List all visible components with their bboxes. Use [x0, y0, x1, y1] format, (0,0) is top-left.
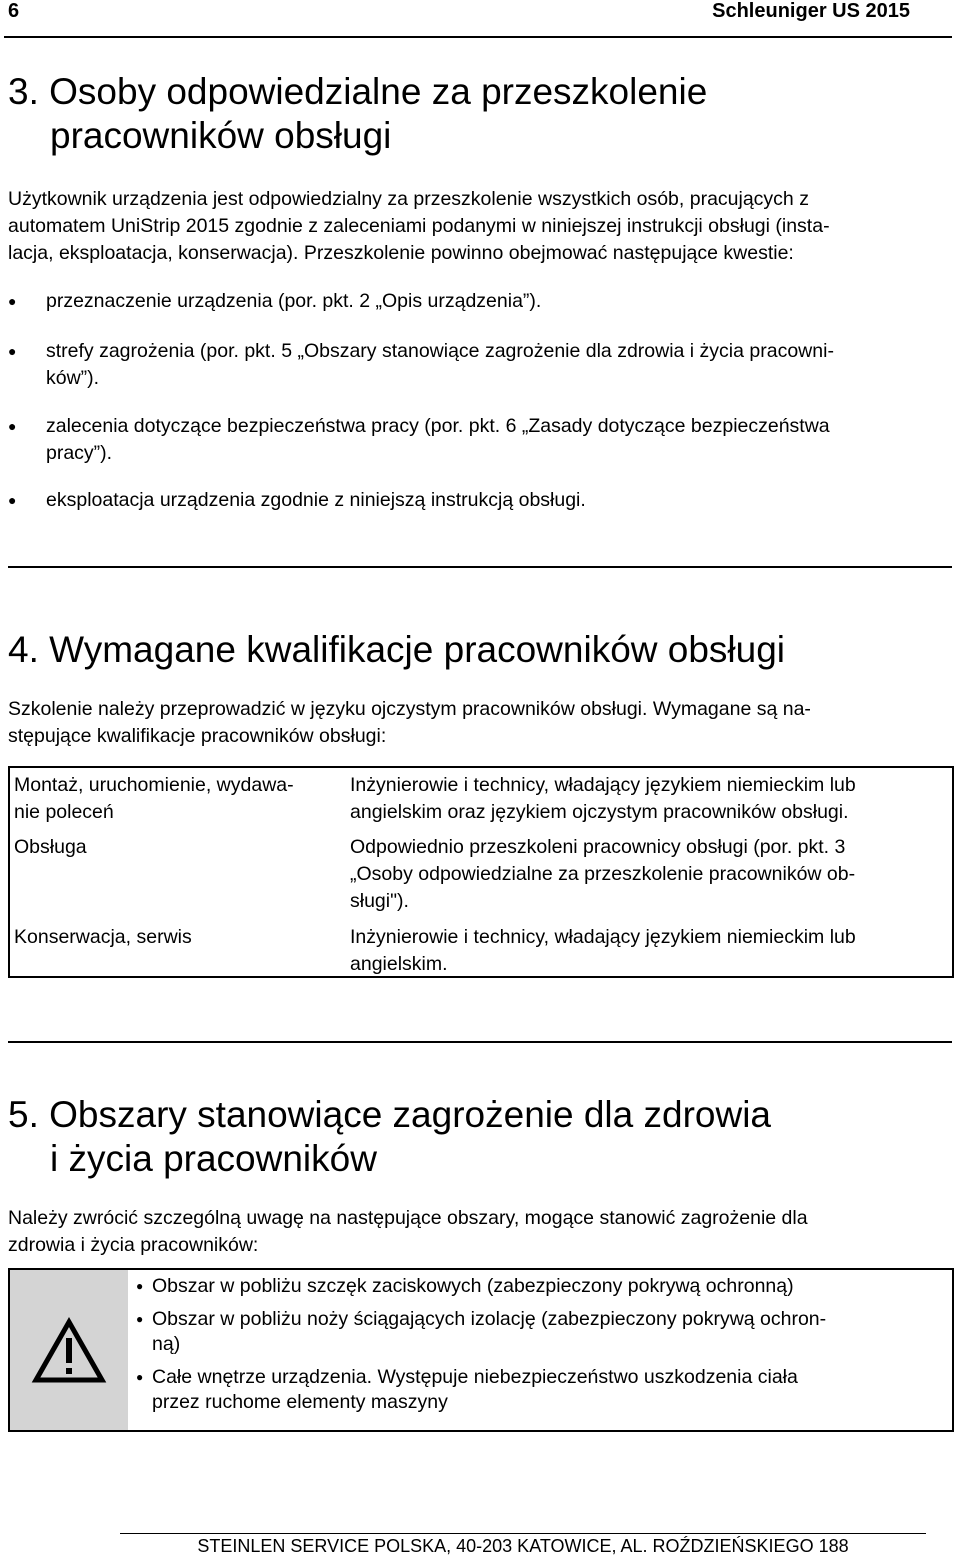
warning-text-cell	[130, 1274, 952, 1423]
bullet-icon: ●	[136, 1279, 144, 1293]
section-4-intro: Szkolenie należy przeprowadzić w języku ojczystym pracowników obsługi. Wymagane są na- stępujące kwalifikacje pracowników obsługi:	[8, 698, 811, 747]
list-item: ● Obszar w pobliżu szczęk zaciskowych (zabezpieczony pokrywą ochronną)	[136, 1275, 794, 1297]
section-4-heading: 4. Wymagane kwalifikacje pracowników obsługi	[8, 629, 786, 670]
list-item: ● Całe wnętrze urządzenia. Występuje niebezpieczeństwo uszkodzenia ciała przez ruchome elementy maszyny	[136, 1366, 798, 1413]
bullet-icon: ●	[8, 293, 17, 309]
section-3-intro: Użytkownik urządzenia jest odpowiedzialny za przeszkolenie wszystkich osób, pracujących z automatem UniStrip 2015 zgodnie z zaleceniami podanymi w niniejszej instrukcji obsługi (insta- lacja, eksploatacja, konserwacja). Przeszkolenie powinno obejmować następujące kwestie:	[8, 188, 830, 264]
list-item: ● zalecenia dotyczące bezpieczeństwa pracy (por. pkt. 6 „Zasady dotyczące bezpieczeństwa pracy”).	[8, 415, 830, 464]
warning-icon-cell	[10, 1270, 128, 1430]
section-divider	[8, 566, 952, 568]
section-5-intro: Należy zwrócić szczególną uwagę na następujące obszary, mogące stanowić zagrożenie dla zdrowia i życia pracowników:	[8, 1207, 808, 1256]
qualification-cell: Inżynierowie i technicy, władający językiem niemieckim lub angielskim oraz językiem ojczystym pracowników obsługi.	[350, 774, 856, 823]
list-item: ● eksploatacja urządzenia zgodnie z niniejszą instrukcją obsługi.	[8, 487, 952, 514]
hazard-warning-box	[8, 1268, 954, 1432]
warning-triangle-icon	[10, 1270, 128, 1430]
section-divider	[8, 1041, 952, 1043]
list-item: ● przeznaczenie urządzenia (por. pkt. 2 „Opis urządzenia”).	[8, 288, 952, 315]
task-cell: Obsługa	[14, 836, 87, 858]
bullet-icon: ●	[136, 1312, 144, 1326]
footer-address: STEINLEN SERVICE POLSKA, 40-203 KATOWICE, AL. ROŹDZIEŃSKIEGO 188	[197, 1536, 849, 1556]
bullet-icon: ●	[136, 1370, 144, 1384]
list-item: ● strefy zagrożenia (por. pkt. 5 „Obszary stanowiące zagrożenie dla zdrowia i życia pracowni- ków”).	[8, 340, 834, 389]
hazard-list	[130, 1274, 952, 1415]
header-rule	[4, 36, 952, 38]
bullet-icon: ●	[8, 492, 17, 508]
qualification-cell: Odpowiednio przeszkoleni pracownicy obsługi (por. pkt. 3 „Osoby odpowiedzialne za przeszkolenie pracowników ob- sługi").	[350, 836, 856, 912]
bullet-icon: ●	[8, 343, 17, 359]
document-title: Schleuniger US 2015	[712, 0, 910, 22]
qualification-cell: Inżynierowie i technicy, władający językiem niemieckim lub angielskim.	[350, 926, 856, 975]
task-cell: Montaż, uruchomienie, wydawa- nie poleceń	[14, 774, 294, 823]
bullet-icon: ●	[8, 418, 17, 434]
qualifications-table	[8, 766, 954, 978]
section-3-heading: 3. Osoby odpowiedzialne za przeszkolenie pracowników obsługi	[8, 71, 708, 156]
list-item: ● Obszar w pobliżu noży ściągających izolację (zabezpieczony pokrywą ochron- ną)	[136, 1308, 827, 1355]
page-number: 6	[8, 0, 20, 22]
task-cell: Konserwacja, serwis	[14, 926, 192, 948]
section-5-heading: 5. Obszary stanowiące zagrożenie dla zdrowia i życia pracowników	[8, 1094, 771, 1179]
footer-rule	[120, 1533, 926, 1534]
